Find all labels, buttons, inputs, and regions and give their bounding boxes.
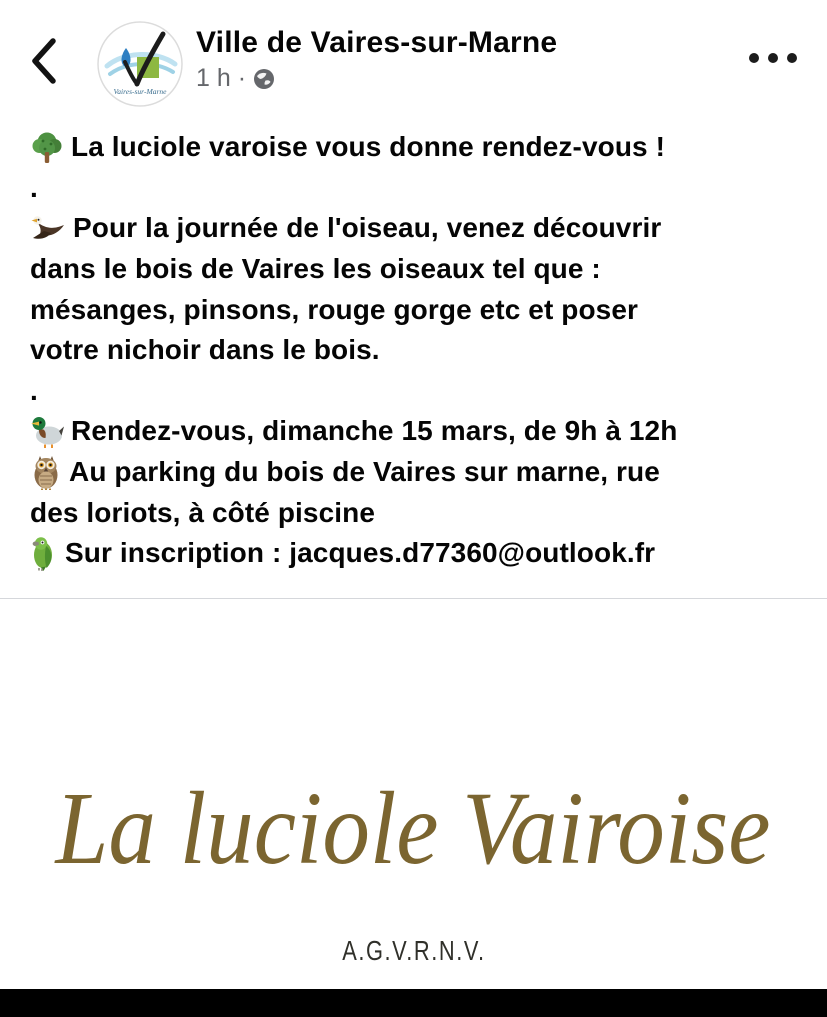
meta-separator: · — [237, 64, 247, 92]
photo-caption-text: A.G.V.R.N.V. — [341, 935, 486, 966]
page-title[interactable]: Ville de Vaires-sur-Marne — [196, 26, 558, 59]
more-options-button[interactable] — [747, 50, 799, 66]
avatar[interactable] — [97, 21, 183, 107]
post-line-text: . — [30, 171, 38, 203]
owl-icon — [30, 454, 62, 490]
post-line-text: votre nichoir dans le bois. — [30, 334, 380, 366]
post-body — [30, 127, 803, 574]
chevron-left-icon — [35, 41, 53, 81]
post-line-text: dans le bois de Vaires les oiseaux tel que : — [30, 253, 601, 285]
post-line-text: Au parking du bois de Vaires sur marne, rue — [69, 456, 660, 488]
post-line-text: mésanges, pinsons, rouge gorge etc et poser — [30, 293, 639, 325]
post-line-text: Rendez-vous, dimanche 15 mars, de 9h à 12h — [71, 415, 678, 447]
avatar-logo-text: Vaires-sur-Marne — [113, 87, 167, 96]
post-line-text: . — [30, 374, 38, 406]
post-line-text: La luciole varoise vous donne rendez-vous ! — [71, 131, 665, 163]
photo-caption — [0, 935, 827, 967]
eagle-icon — [30, 212, 66, 244]
post-meta[interactable] — [196, 64, 557, 93]
script-logo — [43, 745, 784, 920]
parrot-icon — [30, 535, 58, 571]
back-button[interactable] — [28, 36, 60, 86]
header — [0, 0, 827, 118]
post-line-text: Pour la journée de l'oiseau, venez découvrir — [73, 212, 662, 244]
post-line-text: Sur inscription : jacques.d77360@outlook.fr — [65, 537, 656, 569]
script-logo-text: La luciole Vairoise — [53, 771, 771, 886]
duck-icon — [30, 414, 64, 448]
header-names — [196, 26, 557, 93]
post-line-text: des loriots, à côté piscine — [30, 496, 376, 528]
post-photo[interactable] — [0, 599, 827, 989]
bottom-bar — [0, 989, 827, 1017]
globe-icon — [253, 68, 275, 90]
tree-icon — [30, 130, 64, 164]
ellipsis-icon — [749, 53, 797, 63]
timestamp: 1 h — [196, 64, 231, 92]
